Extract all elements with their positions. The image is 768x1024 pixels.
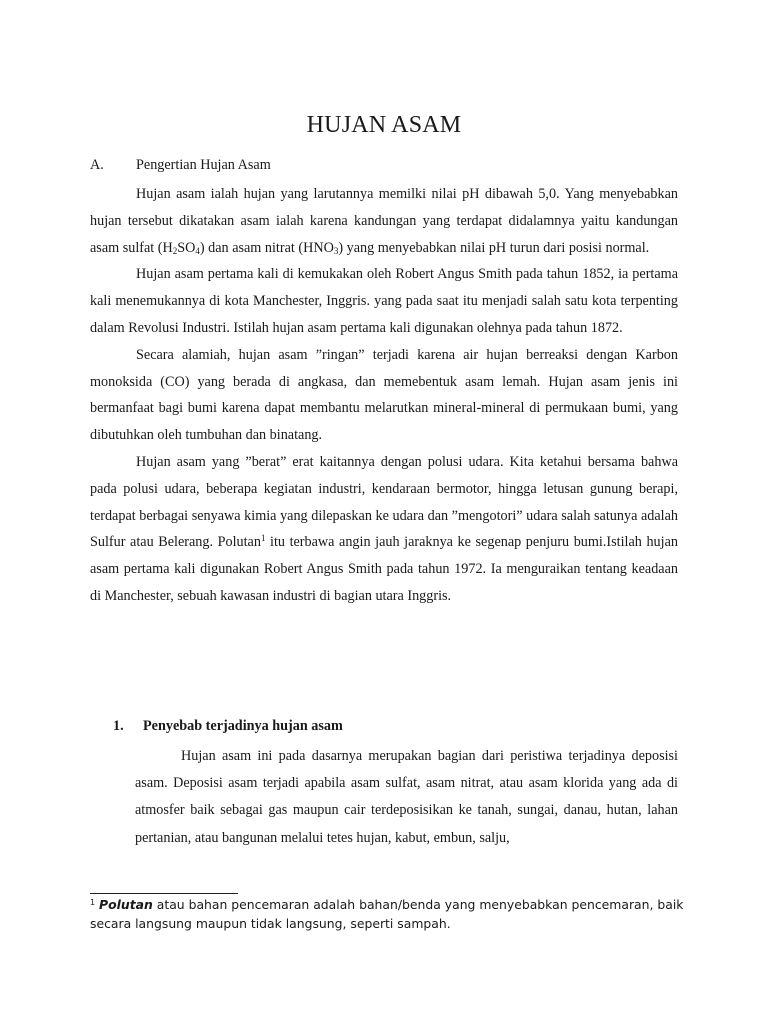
subscript-2: 2 <box>172 245 178 256</box>
section-heading <box>90 157 271 174</box>
paragraph-1-text-e: ) dan asam nitrat (HNO <box>199 239 334 256</box>
subscript-4: 4 <box>195 245 200 256</box>
footnote-reference[interactable]: 1 <box>260 533 266 544</box>
footnote-mark: 1 <box>90 898 96 907</box>
paragraph-1-text-c: SO <box>177 239 196 256</box>
subsection-body <box>135 743 678 852</box>
footnote <box>90 896 690 933</box>
section-title: Pengertian Hujan Asam <box>136 157 271 173</box>
paragraph-1 <box>90 181 678 261</box>
paragraph-1-text-a: Hujan asam ialah hujan yang larutannya memilki nilai pH dibawah 5,0. Yang menyebabkan hujan tersebut dikatakan asam ialah karena kandungan yang terdapat didalamnya yaitu kandungan asam sulfat (H <box>90 186 678 256</box>
subsection-heading <box>113 718 343 735</box>
subsection-paragraph: Hujan asam ini pada dasarnya merupakan bagian dari peristiwa terjadinya deposisi asam. Deposisi asam terjadi apabila asam sulfat, asam nitrat, atau asam klorida yang ada di atmosfer baik sebagai gas maupun cair terdeposisikan ke tanah, sungai, danau, hutan, lahan pertanian, atau bangunan melalui tetes hujan, kabut, embun, salju, <box>135 748 678 846</box>
subsection-title: Penyebab terjadinya hujan asam <box>143 718 343 734</box>
section-number: A. <box>90 157 104 173</box>
subscript-3: 3 <box>333 245 339 256</box>
footnote-term: Polutan <box>99 897 153 912</box>
paragraph-2: Hujan asam pertama kali di kemukakan oleh Robert Angus Smith pada tahun 1852, ia pertama kali menemukannya di kota Manchester, Inggris. yang pada saat itu menjadi salah satu kota terpenting dalam Revolusi Industri. Istilah hujan asam pertama kali digunakan olehnya pada tahun 1872. <box>90 266 678 336</box>
section-body <box>90 181 678 610</box>
footnote-separator <box>90 893 238 894</box>
footnote-text: atau bahan pencemaran adalah bahan/benda yang menyebabkan pencemaran, baik secara langsung maupun tidak langsung, seperti sampah. <box>90 897 684 931</box>
document-title: HUJAN ASAM <box>306 112 462 138</box>
paragraph-1-text-g: ) yang menyebabkan nilai pH turun dari posisi normal. <box>338 239 650 256</box>
subsection-number: 1. <box>113 718 124 734</box>
paragraph-4-text-a: Hujan asam yang ”berat” erat kaitannya dengan polusi udara. Kita ketahui bersama bahwa pada polusi udara, beberapa kegiatan industri, kendaraan bermotor, hingga letusan gunung berapi, terdapat berbagai senyawa kimia yang dilepaskan ke udara dan ”mengotori” udara salah satunya adalah Sulfur atau Belerang. Polutan <box>90 453 678 551</box>
paragraph-3: Secara alamiah, hujan asam ”ringan” terjadi karena air hujan berreaksi dengan Karbon monoksida (CO) yang berada di angkasa, dan memebentuk asam lemah. Hujan asam jenis ini bermanfaat bagi bumi karena dapat membantu melarutkan mineral-mineral di permukaan bumi, yang dibutuhkan oleh tumbuhan dan binatang. <box>90 346 678 444</box>
paragraph-4 <box>90 449 678 610</box>
paragraph-4-text-b: itu terbawa angin jauh jaraknya ke segenap penjuru bumi.Istilah hujan asam pertama kali digunakan Robert Angus Smith pada tahun 1972. Ia menguraikan tentang keadaan di Manchester, sebuah kawasan industri di bagian utara Inggris. <box>90 534 678 604</box>
